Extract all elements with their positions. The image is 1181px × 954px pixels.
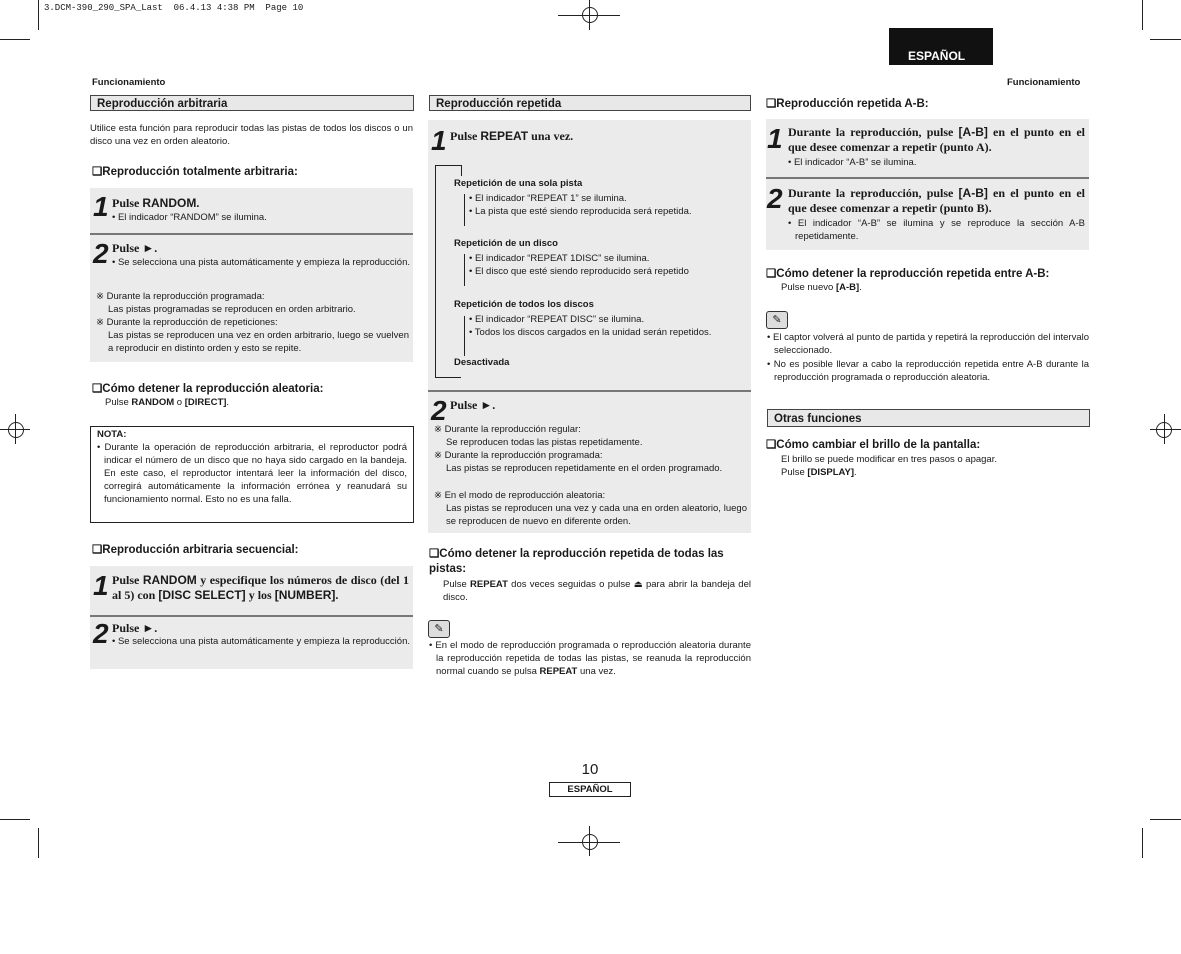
subheading-stop-random: ❑Cómo detener la reproducción aleatoria: xyxy=(92,383,324,395)
registration-mark xyxy=(8,422,24,438)
brightness-instruction: Pulse [DISPLAY]. xyxy=(781,467,857,478)
flow-bullet: • El indicador “REPEAT 1DISC” se ilumina. xyxy=(469,253,650,264)
flow-arrow xyxy=(461,165,462,176)
stop-repeat-text: Pulse REPEAT dos veces seguidas o pulse ⏏ para abrir la bandeja del disco. xyxy=(443,579,751,603)
nota-text: • Durante la operación de reproducción arbitraria, el reproductor podrá indicar el número de un disco que no haya sido cargado en la bandeja. En este caso, el reproductor intentará leer la información del disco, corregirá automáticamente la información errónea y reanudará su funcionamiento normal. Esto no es una falla. xyxy=(97,442,407,505)
step-instruction: Pulse ►. xyxy=(112,241,158,255)
flow-bullet: • El indicador “REPEAT DISC” se ilumina. xyxy=(469,314,645,325)
note-line: Las pistas se reproducen repetidamente en el orden programado. xyxy=(446,463,723,474)
note-line: Se reproducen todas las pistas repetidamente. xyxy=(446,437,643,448)
brightness-text: El brillo se puede modificar en tres pasos o apagar. xyxy=(781,454,997,465)
ab-memo-1: • El captor volverá al punto de partida y repetirá la reproducción del intervalo seleccionado. xyxy=(767,332,1089,356)
flow-label: Repetición de una sola pista xyxy=(454,178,583,189)
note-line: ※ Durante la reproducción programada: xyxy=(96,291,265,302)
step-bullet: • Se selecciona una pista automáticamente y empieza la reproducción. xyxy=(112,257,410,268)
crop-mark xyxy=(38,0,39,30)
step-instruction: Pulse RANDOM y especifique los números de disco (del 1 al 5) con [DISC SELECT] y los [NUMBER]. xyxy=(112,573,409,602)
flow-line xyxy=(435,377,461,378)
flow-arrow xyxy=(464,316,465,356)
pencil-icon: ✎ xyxy=(766,311,788,329)
pencil-icon: ✎ xyxy=(428,620,450,638)
step-number: 2 xyxy=(93,618,109,649)
subheading-sequential-random: ❑Reproducción arbitraria secuencial: xyxy=(92,544,299,556)
step-number: 2 xyxy=(431,395,447,426)
step-number: 1 xyxy=(767,123,783,154)
flow-line xyxy=(435,165,461,166)
repeat-memo: • En el modo de reproducción programada o reproducción aleatoria durante la reproducción repetida de todas las pistas, se reanuda la reproducción normal cuando se pulsa REPEAT una vez. xyxy=(429,640,751,677)
step-instruction: Durante la reproducción, pulse [A-B] en el punto en el que desee comenzar a repetir (punto B). xyxy=(788,186,1086,215)
subheading-full-random: ❑Reproducción totalmente arbitraria: xyxy=(92,166,298,178)
nota-title: NOTA: xyxy=(97,429,127,440)
crop-mark xyxy=(589,0,590,30)
note-line: ※ Durante la reproducción regular: xyxy=(434,424,581,435)
step-box xyxy=(766,177,1089,250)
step-instruction: Pulse ►. xyxy=(450,398,496,412)
step-bullet: • El indicador “RANDOM” se ilumina. xyxy=(112,212,267,223)
page-number: 10 xyxy=(581,761,599,778)
section-title-repeat: Reproducción repetida xyxy=(429,95,751,111)
step-number: 1 xyxy=(93,570,109,601)
flow-bullet: • La pista que esté siendo reproducida será repetida. xyxy=(469,206,692,217)
note-line: Las pistas se reproducen una vez en orden arbitrario, luego se vuelven a reproducir en distinto orden y esto se repite. xyxy=(108,330,409,354)
flow-bullet: • Todos los discos cargados en la unidad serán repetidos. xyxy=(469,327,712,338)
section-label-left: Funcionamiento xyxy=(92,77,166,88)
step-instruction: Pulse ►. xyxy=(112,621,158,635)
flow-label: Repetición de un disco xyxy=(454,238,558,249)
crop-mark xyxy=(1142,828,1143,858)
flow-bullet: • El disco que esté siendo reproducido será repetido xyxy=(469,266,689,277)
step-instruction: Pulse RANDOM. xyxy=(112,196,200,210)
subheading-ab-repeat: ❑Reproducción repetida A-B: xyxy=(766,98,929,110)
footer-language: ESPAÑOL xyxy=(549,782,631,797)
flow-arrow xyxy=(464,254,465,286)
step-number: 1 xyxy=(431,125,447,156)
note-line: ※ Durante la reproducción programada: xyxy=(434,450,603,461)
flow-label-off: Desactivada xyxy=(454,357,510,368)
step-box xyxy=(90,233,413,362)
crop-mark xyxy=(1164,414,1165,444)
flow-line xyxy=(435,165,436,377)
note-line: Las pistas programadas se reproducen en orden arbitrario. xyxy=(108,304,356,315)
note-line: ※ Durante la reproducción de repeticiones: xyxy=(96,317,278,328)
crop-mark xyxy=(1150,429,1181,430)
step-bullet: • El indicador “A-B” se ilumina y se reproduce la sección A-B repetidamente. xyxy=(788,218,1085,242)
crop-mark xyxy=(1150,819,1181,820)
nota-box xyxy=(90,426,414,523)
crop-mark xyxy=(0,819,30,820)
subheading-stop-repeat: ❑Cómo detener la reproducción repetida de todas las pistas: xyxy=(429,548,724,575)
step-number: 2 xyxy=(767,183,783,214)
subheading-brightness: ❑Cómo cambiar el brillo de la pantalla: xyxy=(766,439,981,451)
stop-random-text: Pulse RANDOM o [DIRECT]. xyxy=(105,397,230,408)
section-label-right: Funcionamiento xyxy=(1007,77,1081,88)
step-box xyxy=(428,120,751,390)
random-intro: Utilice esta función para reproducir todas las pistas de todos los discos o un disco una vez en orden aleatorio. xyxy=(90,123,413,147)
crop-mark xyxy=(0,39,30,40)
flow-label: Repetición de todos los discos xyxy=(454,299,594,310)
step-number: 2 xyxy=(93,238,109,269)
flow-arrow xyxy=(464,194,465,226)
language-tab: ESPAÑOL xyxy=(889,28,993,65)
step-bullet: • El indicador “A-B” se ilumina. xyxy=(788,157,917,168)
subheading-stop-ab: ❑Cómo detener la reproducción repetida entre A-B: xyxy=(766,268,1050,280)
step-box xyxy=(90,188,413,233)
ab-memo-2: • No es posible llevar a cabo la reproducción repetida entre A-B durante la reproducción programada o reproducción aleatoria. xyxy=(767,359,1089,383)
crop-mark xyxy=(15,414,16,444)
step-instruction: Pulse REPEAT una vez. xyxy=(450,129,574,143)
step-box xyxy=(766,119,1089,177)
section-title-random: Reproducción arbitraria xyxy=(90,95,414,111)
step-box xyxy=(90,615,413,669)
section-title-other: Otras funciones xyxy=(767,409,1090,427)
step-instruction: Durante la reproducción, pulse [A-B] en el punto en el que desee comenzar a repetir (punto A). xyxy=(788,125,1086,154)
crop-mark xyxy=(1142,0,1143,30)
stop-ab-text: Pulse nuevo [A-B]. xyxy=(781,282,862,293)
crop-mark xyxy=(38,828,39,858)
file-info: 3.DCM-390_290_SPA_Last 06.4.13 4:38 PM Page 10 xyxy=(44,3,304,13)
crop-mark xyxy=(589,826,590,856)
flow-bullet: • El indicador “REPEAT 1” se ilumina. xyxy=(469,193,627,204)
step-box xyxy=(90,566,413,615)
note-line: ※ En el modo de reproducción aleatoria: xyxy=(434,490,606,501)
step-bullet: • Se selecciona una pista automáticamente y empieza la reproducción. xyxy=(112,636,410,647)
crop-mark xyxy=(1150,39,1181,40)
note-line: Las pistas se reproducen una vez y cada una en orden aleatorio, luego se reproducen de nuevo en diferente orden. xyxy=(446,503,747,527)
step-box xyxy=(428,390,751,533)
step-number: 1 xyxy=(93,191,109,222)
